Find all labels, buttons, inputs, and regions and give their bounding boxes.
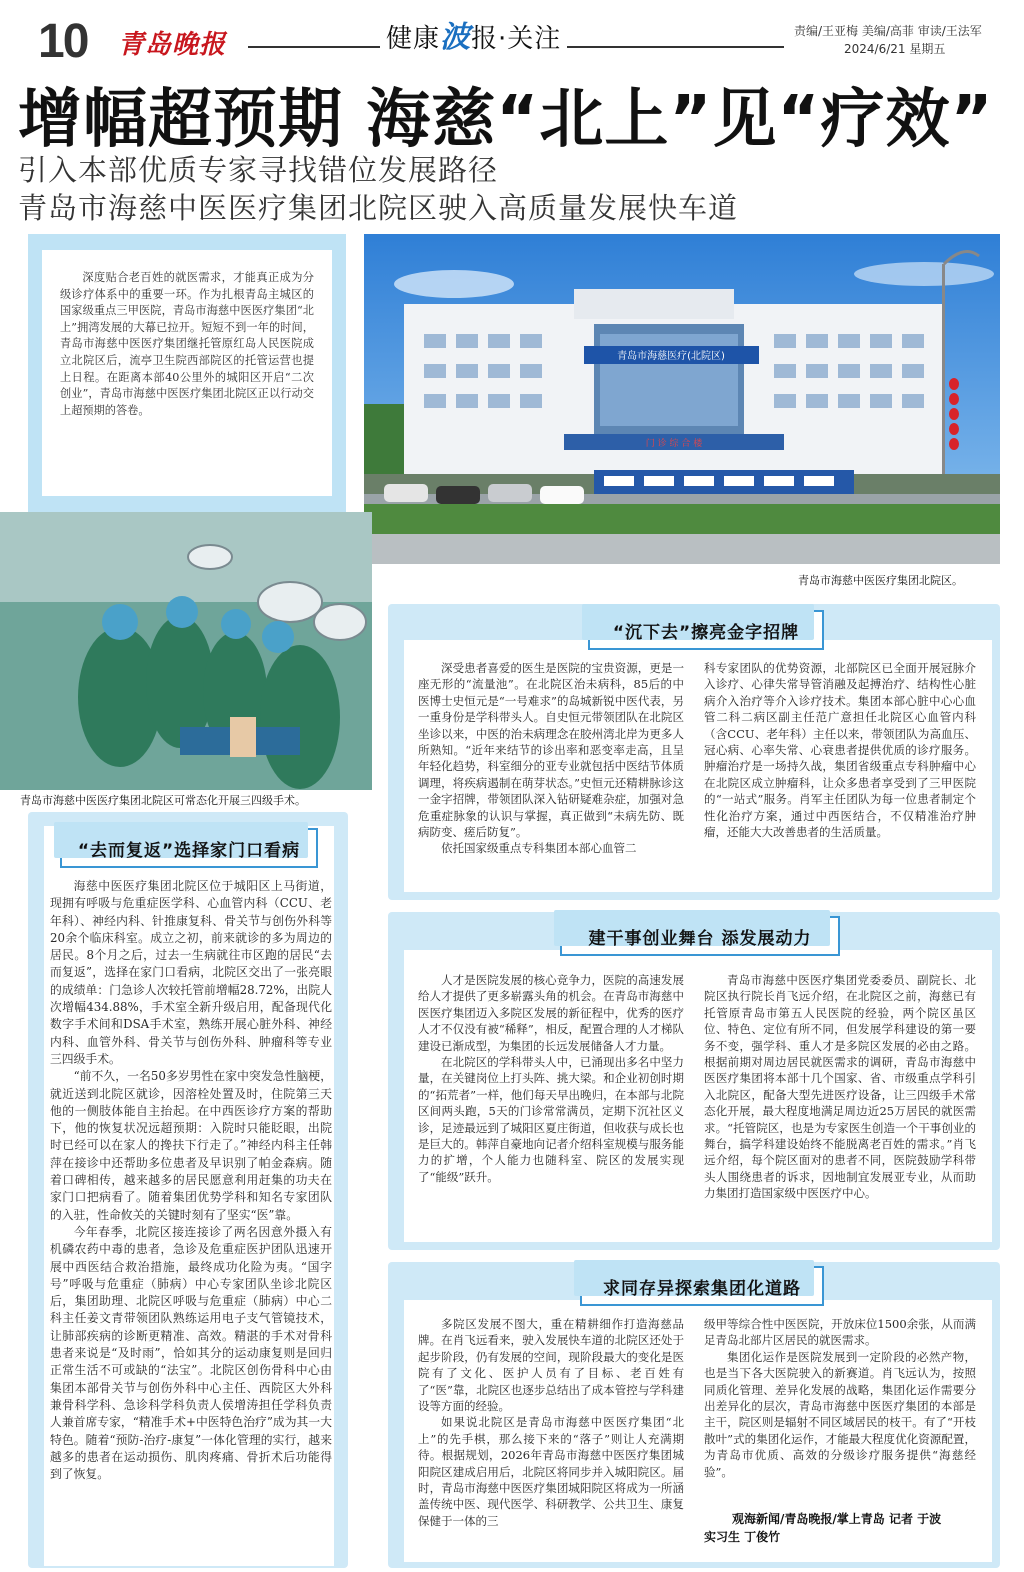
building-sign-text: 青岛市海慈医疗(北院区) — [617, 351, 725, 362]
section-4-paragraph: 级甲等综合性中医医院，开放床位1500余张，从而满足青岛北部片区居民的就医需求。 — [704, 1317, 976, 1348]
byline-intern: 实习生 丁俊竹 — [704, 1530, 781, 1544]
section-2-paragraph: 科专家团队的优势资源，北部院区已全面开展冠脉介入诊疗、心律失常导管消融及起搏治疗、结构性心脏病介入治疗等介入诊疗技术。集团本部心脏中心心血管二科二病区副主任范广意担任北院区心血管内科（含CCU、老年科）主任以来，带领团队为高血压、冠心病、心率失常、心衰患者提供优质的诊疗服务。肿瘤治疗是一场持久战，集团省级重点专科肿瘤中心在北院区成立肿瘤科，让众多患者享受到了三甲医院的“一站式”服务。肖军主任团队为每一位患者制定个性化治疗方案，通过中西医结合，不仅精准治疗肿瘤，还能大大改善患者的生活质量。 — [704, 661, 976, 840]
headline: 增幅超预期 海慈“北上”见“疗效” — [18, 83, 994, 157]
section-prefix: 健康 — [386, 24, 441, 54]
section-highlight: 波 — [440, 20, 472, 55]
section-4-right-col — [704, 1316, 976, 1480]
section-3-paragraph: 在北院区的学科带头人中，已涌现出多名中坚力量，在关键岗位上打头阵、挑大梁。和企业初创时期的“拓荒者”一样，他们每天早出晚归，在本部与北院区间两头跑，5天的门诊常常满员，定期下沉社区义诊，足迹最远到了城阳区夏庄街道，但收获与成长也是巨大的。韩萍自豪地向记者介绍科室规模与服务能力的扩增，个人能力也随科室、院区的发展实现了“能级”跃升。 — [418, 1055, 684, 1184]
subheadline-2: 青岛市海慈中医医疗集团北院区驶入高质量发展快车道 — [18, 191, 739, 225]
publication-date: 2024/6/21 星期五 — [844, 42, 946, 56]
section-1-body — [50, 878, 332, 1483]
section-4-title: 求同存异探索集团化道路 — [580, 1266, 824, 1306]
hospital-building-illustration — [364, 234, 1000, 564]
section-4-paragraph: 多院区发展不图大，重在精耕细作打造海慈品牌。在肖飞远看来，驶入发展快车道的北院区还处于起步阶段，仍有发展的空间，现阶段最大的变化是医院有了文化、医护人员有了目标、老百姓有了“医”靠，北院区也逐步总结出了成本管控与学科建设等方面的经验。 — [418, 1317, 684, 1414]
section-name — [380, 12, 567, 56]
byline-reporter: 观海新闻/青岛晚报/掌上青岛 记者 于波 — [732, 1512, 942, 1526]
hospital-building-photo — [364, 234, 1000, 564]
section-3-paragraph: 人才是医院发展的核心竞争力，医院的高速发展给人才提供了更多崭露头角的机会。在青岛市海慈中医医疗集团迈入多院区发展的新征程中，优秀的医疗人才不仅没有被“稀释”，相反，配置合理的人才梯队建设已渐成型，为集团的长远发展储备人才力量。 — [418, 973, 684, 1053]
section-2-left-col — [418, 660, 684, 857]
section-2-paragraph: 深受患者喜爱的医生是医院的宝贵资源，更是一座无形的“流量池”。在北院区治未病科，85后的中医博士史恒元是“一号难求”的岛城新锐中医代表，另一重身份是学科带头人。自史恒元带领团队在北院区坐诊以来，中医的治未病理念在胶州湾北岸为更多人所熟知。“近年来结节的诊出率和恶变率走高，且呈年轻化趋势，科室细分的亚专业就包括中医结节体质调理，将疾病遏制在萌芽状态。”史恒元还精耕脉诊这一金字招牌，带领团队深入钻研疑难杂症，加强对急危重症脉象的认识与掌握，真正做到“未病先防、既病防变、瘥后防复”。 — [418, 661, 684, 840]
section-suffix: 报·关注 — [471, 24, 562, 54]
section-2-paragraph: 依托国家级重点专科集团本部心血管二 — [441, 841, 637, 856]
section-3-left-col — [418, 972, 684, 1185]
section-1-paragraph: 今年春季，北院区接连接诊了两名因意外摄入有机磷农药中毒的患者，急诊及危重症医护团队迅速开展中西医结合救治措施，最终成功化险为夷。“国字号”呼吸与危重症（肺病）中心专家团队坐诊北院区后，集团助理、北院区呼吸与危重症（肺病）中心二科主任姜文青带领团队熟练运用电子支气管镜技术，让肺部疾病的诊断更精准、高效。精湛的手术对骨科患者来说是“及时雨”，恰如其分的运动康复则是回归正常生活不可或缺的“法宝”。北院区创伤骨科中心由集团本部骨关节与创伤外科中心主任、西院区大外科兼骨科学科、急诊科学科负责人侯增涛担任学科负责人兼首席专家，“精准手术+中医特色治疗”成为其一大特色。随着“预防-治疗-康复”一体化管理的实行，越来越多的患者在运动损伤、肌肉疼痛、骨折术后功能得到了恢复。 — [50, 1224, 332, 1482]
section-3-paragraph: 青岛市海慈中医医疗集团党委委员、副院长、北院区执行院长肖飞远介绍，在北院区之前，海慈已有托管原青岛市第五人民医院的经验，两个院区虽区位、特色、定位有所不同，但发展学科建设的第一要务不变，强学科、重人才是多院区发展的必由之路。根据前期对周边居民就医需求的调研，青岛市海慈中医医疗集团将本部十几个国家、省、市级重点学科引入北院区，配备大型先进医疗设备，让三四级手术常态化开展，最大程度地满足周边近25万居民的就医需求。“托管院区，也是为专家医生创造一个干事创业的舞台，搞学科建设始终不能脱离老百姓的需求。”肖飞远介绍，每个院区面对的患者不同，医院鼓励学科带头人围绕患者的诉求，因地制宜发展亚专业，从而助力集团打造国家级中医医疗中心。 — [704, 973, 976, 1201]
surgery-photo — [0, 512, 372, 790]
section-4-paragraph: 集团化运作是医院发展到一定阶段的必然产物，也是当下各大医院驶入的新赛道。肖飞远认为，按照同质化管理、差异化发展的战略，集团化运作需要分出差异化的层次，青岛市海慈中医医疗集团的本部是主干，院区则是辐射不同区域居民的枝干。有了“开枝散叶”式的集团化运作，才能最大程度优化资源配置，为青岛市优质、高效的分级诊疗服务提供“海慈经验”。 — [704, 1349, 976, 1479]
section-3-right-col — [704, 972, 976, 1202]
newspaper-masthead: 青岛晚报 — [118, 30, 227, 60]
section-1-title: “去而复返”选择家门口看病 — [60, 828, 318, 868]
section-2-right-col — [704, 660, 976, 840]
intro-text: 深度贴合老百姓的就医需求，才能真正成为分级诊疗体系中的重要一环。作为扎根青岛主城区的国家级重点三甲医院，青岛市海慈中医医疗集团“北上”拥湾发展的大幕已拉开。短短不到一年的时间，青岛市海慈中医医疗集团继托管原红岛人民医院成立北院区后，流亭卫生院西部院区的托管运营也提上日程。在距离本部40公里外的城阳区开启“二次创业”，青岛市海慈中医医疗集团北院区正以行动交上超预期的答卷。 — [42, 250, 332, 496]
building-photo-caption: 青岛市海慈中医医疗集团北院区。 — [798, 574, 963, 587]
surgery-photo-caption: 青岛市海慈中医医疗集团北院区可常态化开展三四级手术。 — [20, 794, 306, 807]
section-1-paragraph: “前不久，一名50多岁男性在家中突发急性脑梗，就近送到北院区就诊，因溶栓处置及时，住院第三天他的一侧肢体能自主抬起。在中西医诊疗方案的帮助下，他的恢复状况远超预期：入院时只能眨眼，出院时已经可以在家人的搀扶下行走了。”神经内科主任韩萍在接诊中还帮助多位患者及早识别了帕金森病。随着口碑相传，越来越多的居民愿意利用赶集的功夫在家门口把病看了。随着集团优势学科和知名专家团队的入驻，性命攸关的关键时刻有了坚实“医”靠。 — [50, 1069, 332, 1222]
subheadline-1: 引入本部优质专家寻找错位发展路径 — [18, 153, 499, 187]
intro-box — [28, 234, 346, 512]
section-2-title: “沉下去”擦亮金字招牌 — [588, 610, 824, 650]
surgery-illustration — [0, 512, 372, 790]
section-4-paragraph: 如果说北院区是青岛市海慈中医医疗集团“北上”的先手棋，那么接下来的“落子”则让人充满期待。根据规划，2026年青岛市海慈中医医疗集团城阳院区建成启用后，北院区将同步并入城阳院区。届时，青岛市海慈中医医疗集团城阳院区将成为一所涵盖传统中医、现代医学、科研教学、公共卫生、康复保健于一体的三 — [418, 1415, 684, 1528]
editor-credits: 责编/王亚梅 美编/高菲 审读/王法军 — [794, 24, 982, 38]
section-1-paragraph: 海慈中医医疗集团北院区位于城阳区上马街道，现拥有呼吸与危重症医学科、心血管内科（CCU、老年科）、神经内科、针推康复科、骨关节与创伤外科等20余个临床科室。成立之初，前来就诊的多为周边的居民。8个月之后，过去一生病就往市区跑的居民“去而复返”，选择在家门口看病，北院区交出了一张亮眼的成绩单：门急诊人次较托管前增幅28.72%，出院人次增幅434.88%，手术室全新升级启用，配备现代化数字手术间和DSA手术室，熟练开展心脏外科、神经内科、血管外科、骨关节与创伤外科、肿瘤科等专业三四级手术。 — [50, 879, 332, 1066]
page-number: 10 — [38, 15, 88, 68]
section-3-title: 建干事创业舞台 添发展动力 — [560, 916, 840, 956]
entrance-sign-text: 门 诊 综 合 楼 — [645, 439, 703, 449]
section-4-left-col — [418, 1316, 684, 1529]
